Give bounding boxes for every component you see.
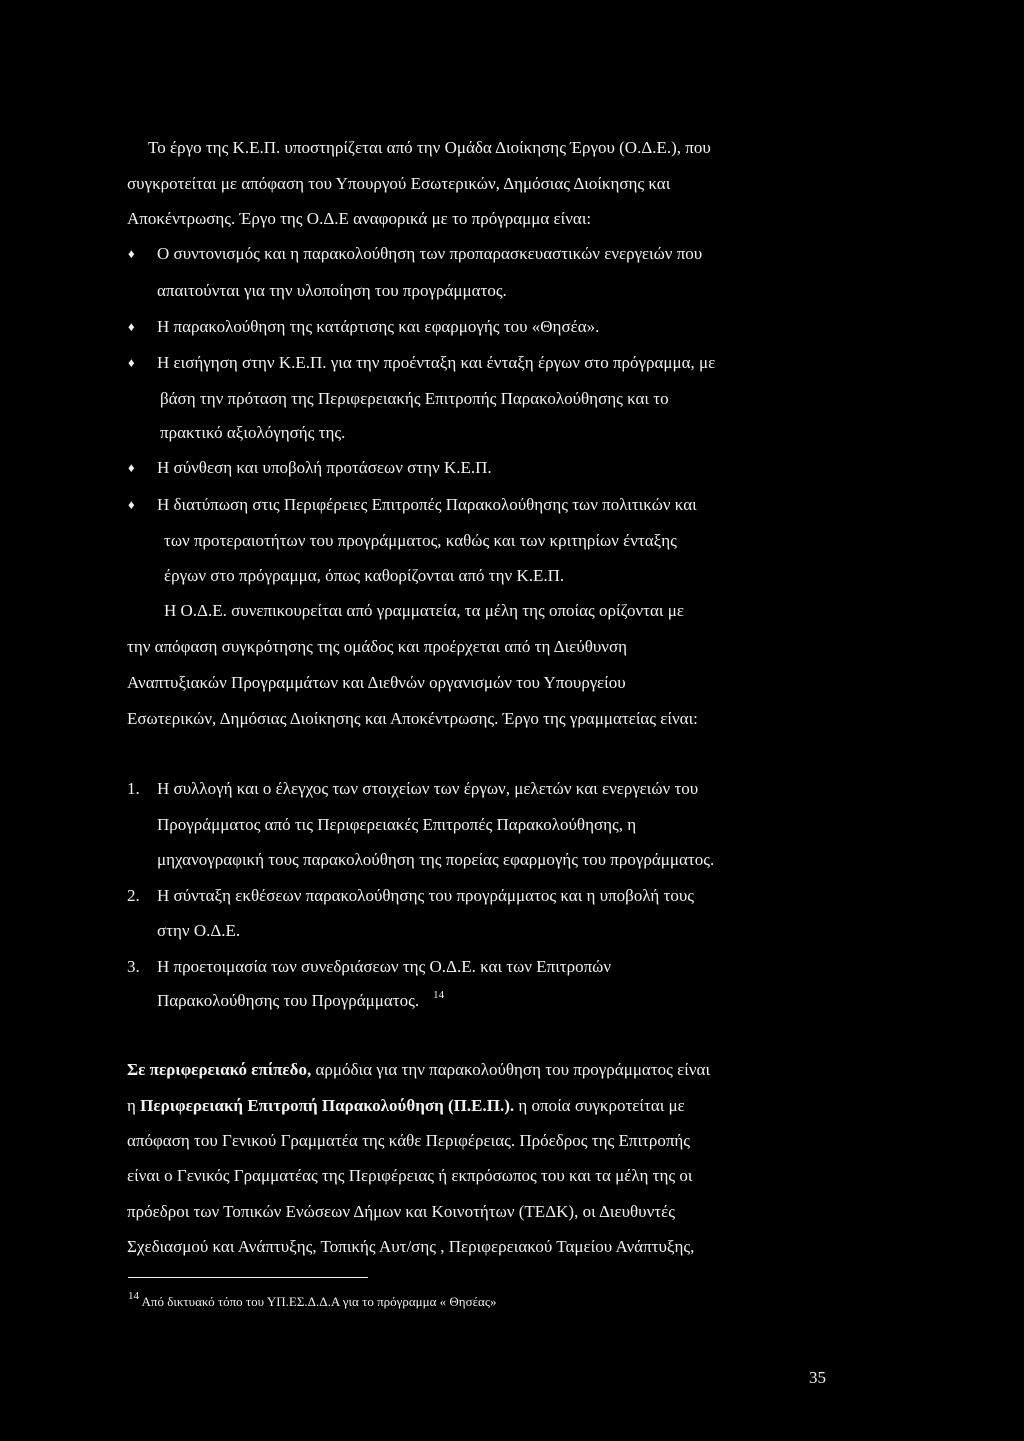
list-text-line: στην Ο.Δ.Ε. — [157, 921, 241, 940]
text-span: η οποία συγκροτείται με — [514, 1096, 685, 1115]
bullet-text-line: Η παρακολούθηση της κατάρτισης και εφαρμογής του «Θησέα». — [157, 317, 600, 336]
footnote-number: 14 — [128, 1290, 139, 1302]
bullet-text-line: Η εισήγηση στην Κ.Ε.Π. για την προένταξη και ένταξη έργων στο πρόγραμμα, με — [157, 353, 716, 372]
text-line: Το έργο της Κ.Ε.Π. υποστηρίζεται από την Ομάδα Διοίκησης Έργου (Ο.Δ.Ε.), που — [148, 138, 711, 157]
text-span: αρμόδια για την παρακολούθηση του προγράμματος είναι — [311, 1060, 711, 1079]
list-number: 2. — [127, 886, 140, 905]
bold-heading-text: Σε περιφερειακό επίπεδο, — [127, 1060, 312, 1079]
diamond-bullet-icon: ♦ — [128, 246, 135, 261]
text-line: Εσωτερικών, Δημόσιας Διοίκησης και Αποκέντρωσης. Έργο της γραμματείας είναι: — [127, 709, 698, 728]
bullet-text-line: των προτεραιοτήτων του προγράμματος, καθώς και των κριτηρίων ένταξης — [164, 531, 677, 550]
diamond-bullet-icon: ♦ — [128, 355, 135, 370]
text-line — [127, 1096, 685, 1116]
list-text-line — [157, 991, 444, 1011]
text-line: Αναπτυξιακών Προγραμμάτων και Διεθνών οργανισμών του Υπουργείου — [127, 673, 626, 692]
diamond-bullet-icon: ♦ — [128, 497, 135, 512]
text-line: συγκροτείται με απόφαση του Υπουργού Εσωτερικών, Δημόσιας Διοίκησης και — [127, 174, 671, 193]
list-text-line: Η συλλογή και ο έλεγχος των στοιχείων των έργων, μελετών και ενεργειών του — [157, 779, 699, 798]
footnote-divider — [128, 1277, 368, 1278]
text-line: Σχεδιασμού και Ανάπτυξης, Τοπικής Αυτ/σης , Περιφερειακού Ταμείου Ανάπτυξης, — [127, 1237, 695, 1256]
text-line: Η Ο.Δ.Ε. συνεπικουρείται από γραμματεία, τα μέλη της οποίας ορίζονται με — [164, 601, 684, 620]
footnote-text: Από δικτυακό τόπο του ΥΠ.ΕΣ.Δ.Δ.Α για το πρόγραμμα « Θησέας» — [139, 1294, 497, 1309]
page-number: 35 — [809, 1368, 826, 1387]
text-line — [127, 1060, 710, 1080]
bullet-text-line: πρακτικό αξιολόγησής της. — [160, 423, 346, 442]
bullet-text-line: απαιτούνται για την υλοποίηση του προγράμματος. — [157, 281, 507, 300]
diamond-bullet-icon: ♦ — [128, 460, 135, 475]
footnote-reference: 14 — [433, 989, 445, 1001]
list-number: 1. — [127, 779, 140, 798]
list-text-line: Η σύνταξη εκθέσεων παρακολούθησης του προγράμματος και η υποβολή τους — [157, 886, 695, 905]
list-text-line: Προγράμματος από τις Περιφερειακές Επιτροπές Παρακολούθησης, η — [157, 815, 637, 834]
text-span: η — [127, 1096, 141, 1115]
list-text: Παρακολούθησης του Προγράμματος. — [157, 991, 420, 1010]
text-line: πρόεδροι των Τοπικών Ενώσεων Δήμων και Κοινοτήτων (ΤΕΔΚ), οι Διευθυντές — [127, 1202, 675, 1221]
bullet-text-line: Η σύνθεση και υποβολή προτάσεων στην Κ.Ε.Π. — [157, 458, 492, 477]
text-line: Αποκέντρωσης. Έργο της Ο.Δ.Ε αναφορικά με το πρόγραμμα είναι: — [127, 209, 592, 228]
footnote — [128, 1290, 497, 1311]
list-text-line: μηχανογραφική τους παρακολούθηση της πορείας εφαρμογής του προγράμματος. — [157, 850, 715, 869]
list-text-line: Η προετοιμασία των συνεδριάσεων της Ο.Δ.Ε. και των Επιτροπών — [157, 957, 612, 976]
bullet-text-line: Ο συντονισμός και η παρακολούθηση των προπαρασκευαστικών ενεργειών που — [157, 244, 703, 263]
diamond-bullet-icon: ♦ — [128, 319, 135, 334]
bullet-text-line: βάση την πρόταση της Περιφερειακής Επιτροπής Παρακολούθησης και το — [160, 389, 669, 408]
bullet-text-line: έργων στο πρόγραμμα, όπως καθορίζονται από την Κ.Ε.Π. — [164, 566, 565, 585]
list-number: 3. — [127, 957, 140, 976]
bold-term-text: Περιφερειακή Επιτροπή Παρακολούθηση (Π.Ε.Π.). — [140, 1096, 515, 1115]
bullet-text-line: Η διατύπωση στις Περιφέρειες Επιτροπές Παρακολούθησης των πολιτικών και — [157, 495, 697, 514]
text-line: απόφαση του Γενικού Γραμματέα της κάθε Περιφέρειας. Πρόεδρος της Επιτροπής — [127, 1131, 691, 1150]
text-line: την απόφαση συγκρότησης της ομάδος και προέρχεται από τη Διεύθυνση — [127, 637, 628, 656]
text-line: είναι ο Γενικός Γραμματέας της Περιφέρειας ή εκπρόσωπος του και τα μέλη της οι — [127, 1166, 693, 1185]
